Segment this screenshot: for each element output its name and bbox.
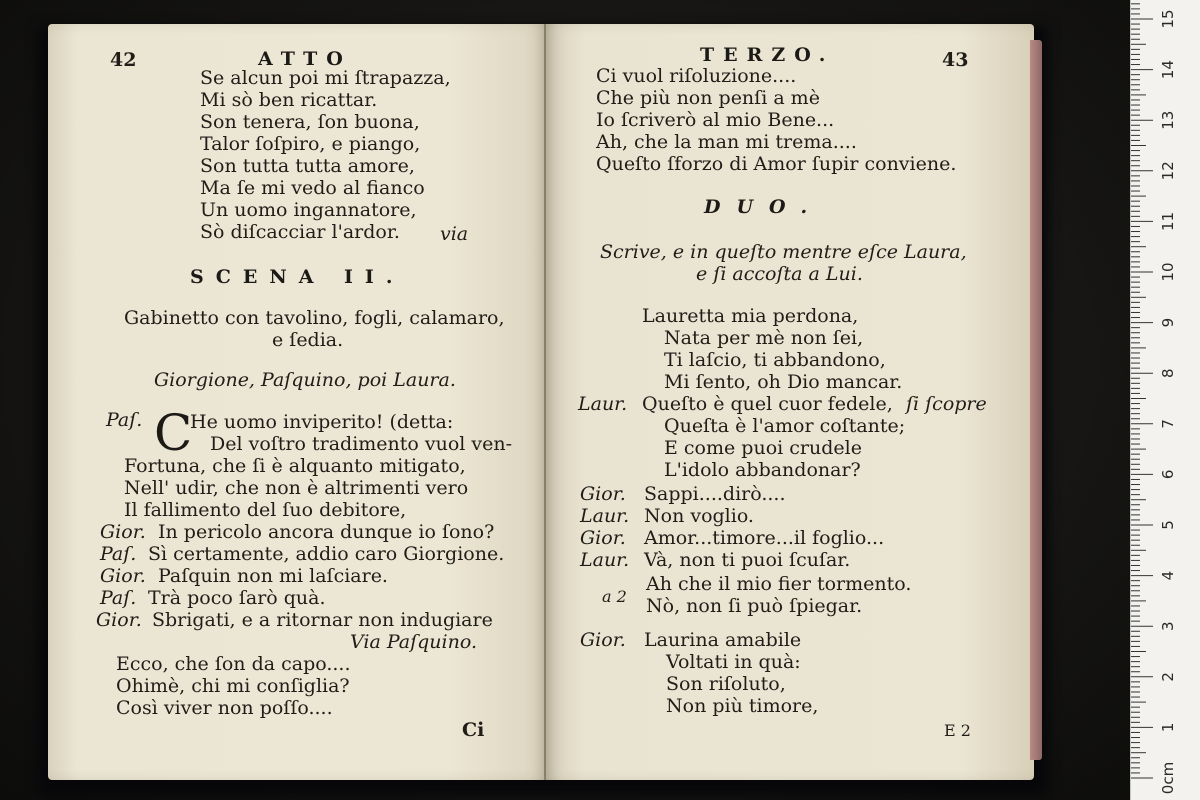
dialogue-line: Non voglio. — [644, 505, 754, 527]
ruler-number: 11 — [1159, 211, 1177, 231]
ruler-number: 7 — [1159, 419, 1177, 429]
verse-line: Queſto ſforzo di Amor ſupir conviene. — [596, 153, 957, 175]
left-page — [48, 24, 546, 780]
scene-setting: e ſedia. — [272, 329, 344, 351]
a2-marker: a 2 — [602, 587, 627, 606]
verse-line: Se alcun poi mi ſtrapazza, — [200, 67, 451, 89]
speaker-label: Paſ. — [100, 543, 137, 565]
speaker-label: Laur. — [580, 549, 630, 571]
stage-direction: Scrive, e in queſto mentre eſce Laura, — [600, 241, 967, 263]
running-head: TERZO. — [700, 44, 835, 66]
stage-direction: e ſi accoſta a Lui. — [696, 263, 863, 285]
verse-line: Talor ſoſpiro, e piango, — [200, 133, 421, 155]
scene-setting: Gabinetto con tavolino, fogli, calamaro, — [124, 307, 505, 329]
verse-line: Un uomo ingannatore, — [200, 199, 417, 221]
drop-cap: C — [154, 404, 193, 462]
measuring-ruler — [1130, 0, 1200, 800]
ruler-number: 2 — [1159, 672, 1177, 682]
dialogue-line: In pericolo ancora dunque io ſono? — [158, 521, 495, 543]
verse-line: Ah, che la man mi trema.... — [596, 131, 857, 153]
ruler-number: 6 — [1159, 469, 1177, 480]
dialogue-line: Fortuna, che ſi è alquanto mitigato, — [124, 455, 466, 477]
ruler-number: 8 — [1159, 368, 1177, 378]
closing-line: Ecco, che ſon da capo.... — [116, 653, 351, 675]
speaker-label: Gior. — [100, 565, 146, 587]
verse-line: L'idolo abbandonar? — [664, 459, 861, 481]
dialogue-line: Amor...timore...il foglio... — [644, 527, 885, 549]
ruler-number: 15 — [1159, 9, 1177, 29]
verse-line: Io ſcriverò al mio Bene... — [596, 109, 835, 131]
verse-line: Mi ſento, oh Dio mancar. — [664, 371, 903, 393]
verse-line: Queſta è l'amor coſtante; — [664, 415, 906, 437]
ruler-scale — [1131, 0, 1200, 800]
speaker-label: Gior. — [580, 527, 626, 549]
speaker-label: Gior. — [100, 521, 146, 543]
dialogue-line: Sappi....dirò.... — [644, 483, 786, 505]
ruler-number: 1 — [1159, 722, 1177, 733]
verse-line: Laurina amabile — [644, 629, 802, 651]
dialogue-line: Del voſtro tradimento vuol ven- — [210, 433, 513, 455]
right-page — [546, 24, 1034, 780]
scene-title: SCENA II. — [190, 266, 405, 288]
dialogue-line: Và, non ti puoi ſcuſar. — [644, 549, 851, 571]
verse-line: Che più non penſi a mè — [596, 87, 820, 109]
duo-title: DUO. — [704, 196, 824, 218]
ruler-number: 13 — [1159, 110, 1177, 130]
speaker-label: Paſ. — [100, 587, 137, 609]
verse-line: Lauretta mia perdona, — [642, 305, 859, 327]
running-head: ATTO — [258, 48, 352, 70]
speaker-label: Laur. — [580, 505, 630, 527]
stage-exit: Via Paſquino. — [350, 631, 477, 653]
verse-line: Queſto è quel cuor fedele, — [642, 393, 893, 415]
page-edge — [1030, 40, 1042, 760]
speaker-label: Gior. — [96, 609, 142, 631]
dialogue-line: Nell' udir, che non è altrimenti vero — [124, 477, 469, 499]
verse-line: Nò, non ſi può ſpiegar. — [646, 595, 863, 617]
dialogue-line: Sì certamente, addio caro Giorgione. — [148, 543, 505, 565]
ruler-number: 3 — [1159, 621, 1177, 631]
verse-line: Son tenera, ſon buona, — [200, 111, 420, 133]
verse-line: Ti laſcio, ti abbandono, — [664, 349, 886, 371]
dialogue-line: He uomo inviperito! (detta: — [190, 411, 454, 433]
dialogue-line: Paſquin non mi laſciare. — [158, 565, 388, 587]
verse-line: E come puoi crudele — [664, 437, 862, 459]
verse-line: Son tutta tutta amore, — [200, 155, 415, 177]
speaker-label: Paſ. — [106, 409, 143, 431]
page-number: 43 — [942, 49, 969, 71]
ruler-number: 4 — [1159, 570, 1177, 581]
exit-direction: via — [440, 223, 469, 245]
ruler-number: 14 — [1159, 60, 1177, 80]
signature-mark: E 2 — [944, 721, 971, 740]
dialogue-line: Trà poco ſarò quà. — [148, 587, 326, 609]
speaker-label: Gior. — [580, 629, 626, 651]
page-number: 42 — [110, 49, 137, 71]
ruler-number: 10 — [1159, 262, 1177, 282]
verse-line: Ah che il mio fier tormento. — [646, 573, 912, 595]
stage-aside: ſi ſcopre — [906, 393, 987, 415]
closing-line: Così viver non poſſo.... — [116, 697, 333, 719]
speaker-label: Gior. — [580, 483, 626, 505]
verse-line: Son riſoluto, — [666, 673, 786, 695]
verse-line: Ma ſe mi vedo al fianco — [200, 177, 425, 199]
verse-line: Sò diſcacciar l'ardor. — [200, 221, 400, 243]
dialogue-line: Sbrigati, e a ritornar non indugiare — [152, 609, 493, 631]
ruler-number: 9 — [1159, 317, 1177, 328]
ruler-number: 0cm — [1159, 761, 1177, 795]
speaker-label: Laur. — [578, 393, 628, 415]
closing-line: Ohimè, chi mi conſiglia? — [116, 675, 350, 697]
catchword: Ci — [462, 719, 485, 741]
dialogue-line: Il fallimento del ſuo debitore, — [124, 499, 407, 521]
verse-line: Voltati in quà: — [666, 651, 801, 673]
verse-line: Non più timore, — [666, 695, 819, 717]
character-list: Giorgione, Paſquino, poi Laura. — [154, 369, 456, 391]
verse-line: Mi sò ben ricattar. — [200, 89, 378, 111]
verse-line: Nata per mè non ſei, — [664, 327, 864, 349]
ruler-number: 12 — [1159, 161, 1177, 181]
ruler-number: 5 — [1159, 520, 1177, 530]
verse-line: Ci vuol riſoluzione.... — [596, 65, 797, 87]
